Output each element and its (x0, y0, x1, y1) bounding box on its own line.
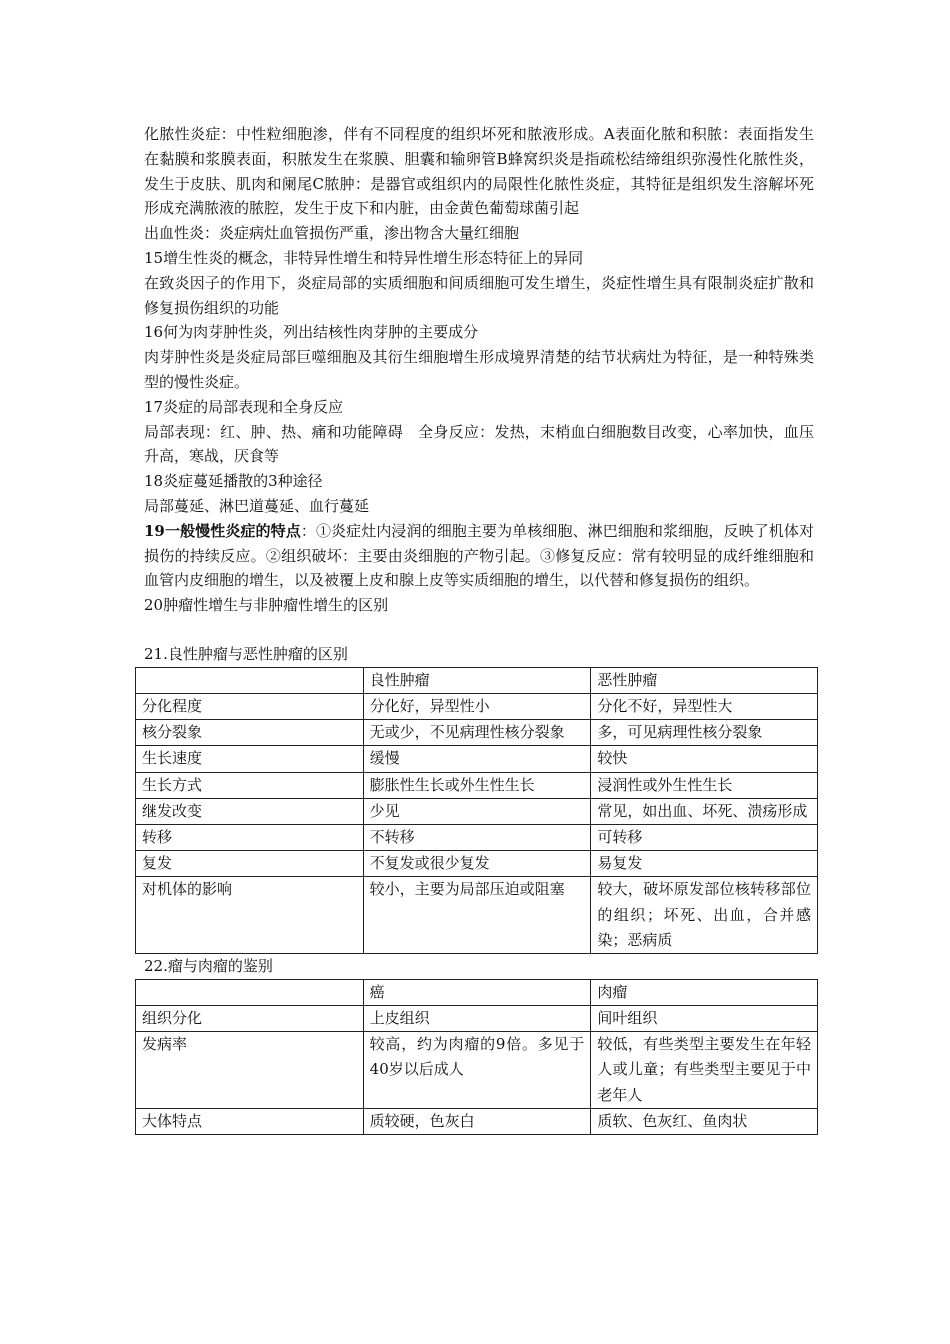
table21-caption: 21.良性肿瘤与恶性肿瘤的区别 (144, 644, 348, 663)
blank-line (144, 618, 814, 642)
table-cell: 较小，主要为局部压迫或阻塞 (363, 877, 591, 954)
table-cell: 大体特点 (136, 1108, 364, 1134)
table-cell: 常见，如出血、坏死、溃疡形成 (591, 798, 818, 824)
table-header-cell: 恶性肿瘤 (591, 667, 818, 693)
table-cell: 复发 (136, 851, 364, 877)
paragraph-q19 (144, 519, 814, 593)
table-row (136, 1032, 818, 1109)
table-header-cell: 良性肿瘤 (363, 667, 591, 693)
table-header-row (136, 667, 818, 693)
table-row (136, 824, 818, 850)
table-benign-vs-malignant (135, 667, 818, 954)
table-cell: 分化程度 (136, 693, 364, 719)
table-header-row (136, 979, 818, 1005)
table-cell: 不复发或很少复发 (363, 851, 591, 877)
table-cell: 多，可见病理性核分裂象 (591, 720, 818, 746)
table-cell: 缓慢 (363, 746, 591, 772)
table-row (136, 772, 818, 798)
table-cell: 生长速度 (136, 746, 364, 772)
table-row (136, 851, 818, 877)
table-cell: 间叶组织 (591, 1005, 818, 1031)
table-cell: 生长方式 (136, 772, 364, 798)
table-cell: 分化不好，异型性大 (591, 693, 818, 719)
table-cell: 对机体的影响 (136, 877, 364, 954)
table-row (136, 877, 818, 954)
document-page (144, 122, 814, 1135)
paragraph-a15: 在致炎因子的作用下，炎症局部的实质细胞和间质细胞可发生增生，炎症性增生具有限制炎症扩散和修复损伤组织的功能 (144, 273, 814, 317)
heading-q16: 16何为肉芽肿性炎，列出结核性肉芽肿的主要成分 (144, 323, 479, 342)
q19-bold-lead: 19一般慢性炎症的特点 (144, 521, 301, 540)
table-carcinoma-vs-sarcoma (135, 979, 818, 1135)
table-cell: 易复发 (591, 851, 818, 877)
paragraph-suppurative: 化脓性炎症：中性粒细胞渗，伴有不同程度的组织坏死和脓液形成。A表面化脓和积脓：表面指发生在黏膜和浆膜表面，积脓发生在浆膜、胆囊和输卵管B蜂窝织炎是指疏松结缔组织弥漫性化脓性炎，发生于皮肤、肌肉和阑尾C脓肿：是器官或组织内的局限性化脓性炎症，其特征是组织发生溶解坏死形成充满脓液的脓腔，发生于皮下和内脏，由金黄色葡萄球菌引起 (144, 125, 814, 218)
paragraph-a18: 局部蔓延、淋巴道蔓延、血行蔓延 (144, 496, 370, 515)
paragraph-hemorrhagic: 出血性炎：炎症病灶血管损伤严重，渗出物含大量红细胞 (144, 224, 520, 243)
heading-q18: 18炎症蔓延播散的3种途径 (144, 472, 323, 491)
table-row (136, 720, 818, 746)
table-header-cell: 癌 (363, 979, 591, 1005)
heading-q17: 17炎症的局部表现和全身反应 (144, 397, 344, 416)
table-header-cell (136, 667, 364, 693)
table-row (136, 798, 818, 824)
table-cell: 上皮组织 (363, 1005, 591, 1031)
table-cell: 质较硬，色灰白 (363, 1108, 591, 1134)
table-cell: 转移 (136, 824, 364, 850)
table-cell: 膨胀性生长或外生性生长 (363, 772, 591, 798)
table-cell: 核分裂象 (136, 720, 364, 746)
paragraph-a16: 肉芽肿性炎是炎症局部巨噬细胞及其衍生细胞增生形成境界清楚的结节状病灶为特征，是一种特殊类型的慢性炎症。 (144, 348, 814, 391)
table-row (136, 746, 818, 772)
table-row (136, 1005, 818, 1031)
table-cell: 可转移 (591, 824, 818, 850)
table-cell: 较高，约为肉瘤的9倍。多见于40岁以后成人 (363, 1032, 591, 1109)
table-cell: 较快 (591, 746, 818, 772)
table-cell: 分化好，异型性小 (363, 693, 591, 719)
table-row (136, 1108, 818, 1134)
table-row (136, 693, 818, 719)
table-cell: 较大，破坏原发部位核转移部位的组织；坏死、出血，合并感染；恶病质 (591, 877, 818, 954)
table-cell: 无或少，不见病理性核分裂象 (363, 720, 591, 746)
table-cell: 继发改变 (136, 798, 364, 824)
table22-caption: 22.瘤与肉瘤的鉴别 (144, 956, 273, 975)
table-cell: 组织分化 (136, 1005, 364, 1031)
table-cell: 少见 (363, 798, 591, 824)
paragraph-a17: 局部表现：红、肿、热、痛和功能障碍 全身反应：发热，末梢血白细胞数目改变，心率加快，血压升高，寒战，厌食等 (144, 422, 814, 466)
table-cell: 不转移 (363, 824, 591, 850)
table-cell: 发病率 (136, 1032, 364, 1109)
table-cell: 质软、色灰红、鱼肉状 (591, 1108, 818, 1134)
table-header-cell (136, 979, 364, 1005)
table-cell: 较低，有些类型主要发生在年轻人或儿童；有些类型主要见于中老年人 (591, 1032, 818, 1109)
heading-q15: 15增生性炎的概念，非特异性增生和特异性增生形态特征上的异同 (144, 248, 584, 267)
heading-q20: 20肿瘤性增生与非肿瘤性增生的区别 (144, 596, 389, 615)
q19-body: ：①炎症灶内浸润的细胞主要为单核细胞、淋巴细胞和浆细胞，反映了机体对损伤的持续反应。②组织破坏：主要由炎细胞的产物引起。③修复反应：常有较明显的成纤维细胞和血管内皮细胞的增生，以及被覆上皮和腺上皮等实质细胞的增生，以代替和修复损伤的组织。 (144, 521, 815, 590)
table-cell: 浸润性或外生性生长 (591, 772, 818, 798)
table-header-cell: 肉瘤 (591, 979, 818, 1005)
